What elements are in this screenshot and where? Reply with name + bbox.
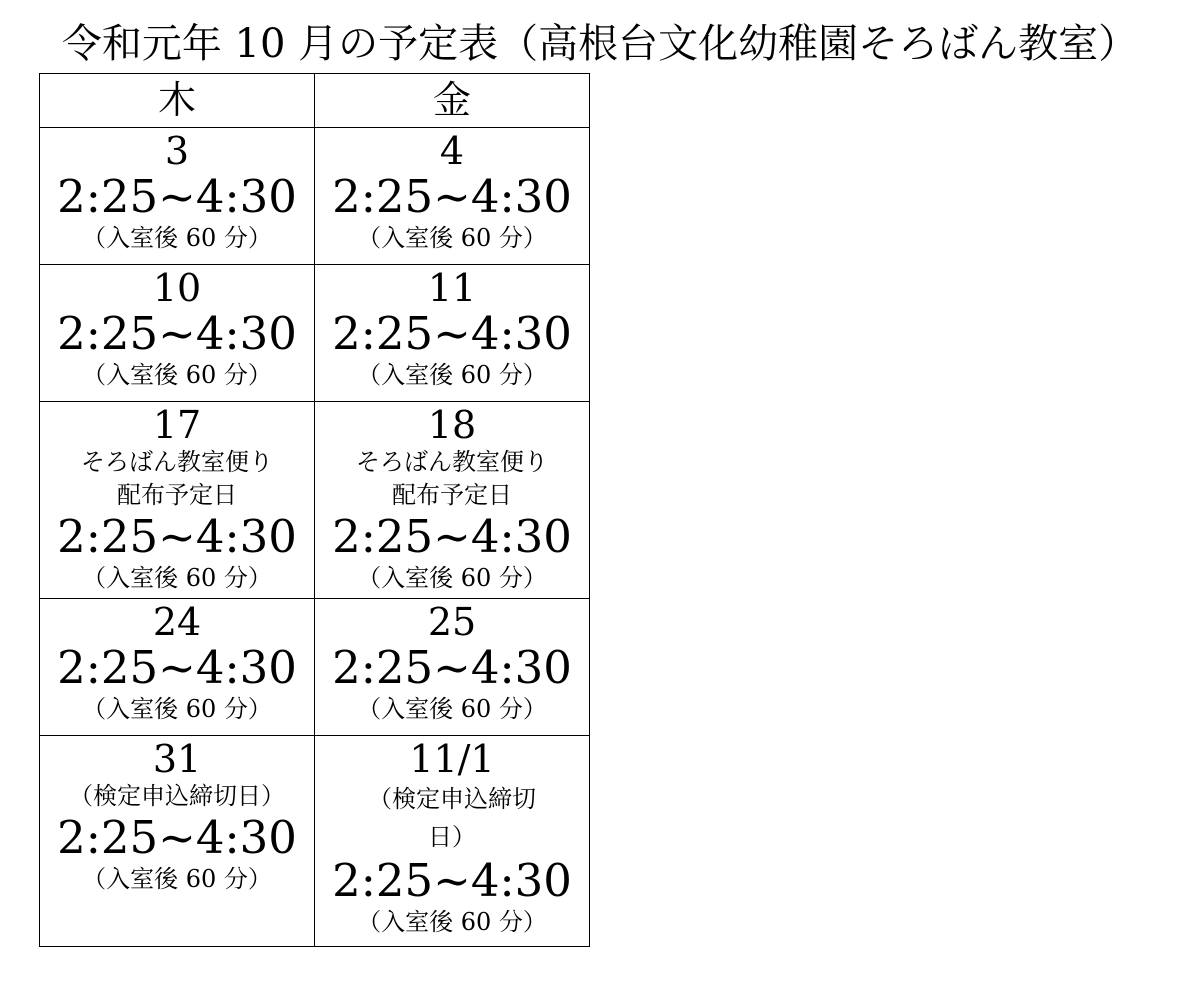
duration-note: （入室後 60 分） bbox=[357, 224, 547, 252]
time-range: 2:25~4:30 bbox=[57, 307, 297, 360]
page-title: 令和元年 10 月の予定表（高根台文化幼稚園そろばん教室） bbox=[61, 21, 1139, 67]
day-number: 31 bbox=[152, 737, 202, 781]
distribution-note: 配布予定日 bbox=[392, 481, 512, 509]
day-number: 3 bbox=[164, 129, 190, 173]
newsletter-note: そろばん教室便り bbox=[356, 448, 548, 476]
schedule-cell bbox=[315, 402, 590, 599]
table-row bbox=[40, 736, 590, 947]
table-row bbox=[40, 402, 590, 599]
time-range: 2:25~4:30 bbox=[332, 510, 572, 563]
day-number: 10 bbox=[152, 266, 202, 310]
day-number: 24 bbox=[152, 600, 202, 644]
schedule-cell bbox=[40, 128, 315, 265]
duration-note: （入室後 60 分） bbox=[357, 695, 547, 723]
duration-note: （入室後 60 分） bbox=[82, 865, 272, 893]
schedule-cell bbox=[315, 736, 590, 947]
day-number: 17 bbox=[152, 403, 202, 447]
table-row bbox=[40, 599, 590, 736]
duration-note: （入室後 60 分） bbox=[82, 564, 272, 592]
schedule-table bbox=[39, 73, 590, 947]
newsletter-note: そろばん教室便り bbox=[81, 448, 273, 476]
column-header-friday: 金 bbox=[315, 74, 590, 128]
column-header-thursday: 木 bbox=[40, 74, 315, 128]
time-range: 2:25~4:30 bbox=[57, 811, 297, 864]
time-range: 2:25~4:30 bbox=[332, 170, 572, 223]
time-range: 2:25~4:30 bbox=[57, 170, 297, 223]
day-number: 11 bbox=[427, 266, 477, 310]
time-range: 2:25~4:30 bbox=[57, 510, 297, 563]
duration-note: （入室後 60 分） bbox=[357, 564, 547, 592]
schedule-cell bbox=[315, 265, 590, 402]
schedule-cell bbox=[40, 402, 315, 599]
day-number: 4 bbox=[439, 129, 465, 173]
exam-deadline-note: （検定申込締切日） bbox=[69, 782, 285, 810]
duration-note: （入室後 60 分） bbox=[82, 695, 272, 723]
time-range: 2:25~4:30 bbox=[332, 307, 572, 360]
header-row bbox=[40, 74, 590, 128]
time-range: 2:25~4:30 bbox=[332, 854, 572, 907]
distribution-note: 配布予定日 bbox=[117, 481, 237, 509]
schedule-cell bbox=[315, 599, 590, 736]
schedule-cell bbox=[40, 599, 315, 736]
time-range: 2:25~4:30 bbox=[57, 641, 297, 694]
time-range: 2:25~4:30 bbox=[332, 641, 572, 694]
schedule-cell bbox=[40, 736, 315, 947]
duration-note: （入室後 60 分） bbox=[82, 361, 272, 389]
schedule-cell bbox=[40, 265, 315, 402]
duration-note: （入室後 60 分） bbox=[357, 908, 547, 936]
day-number: 25 bbox=[427, 600, 477, 644]
table-row bbox=[40, 128, 590, 265]
day-number: 18 bbox=[427, 403, 477, 447]
day-number: 11/1 bbox=[409, 737, 495, 781]
exam-deadline-note: （検定申込締切日） bbox=[368, 785, 536, 851]
schedule-cell bbox=[315, 128, 590, 265]
table-row bbox=[40, 265, 590, 402]
duration-note: （入室後 60 分） bbox=[82, 224, 272, 252]
duration-note: （入室後 60 分） bbox=[357, 361, 547, 389]
